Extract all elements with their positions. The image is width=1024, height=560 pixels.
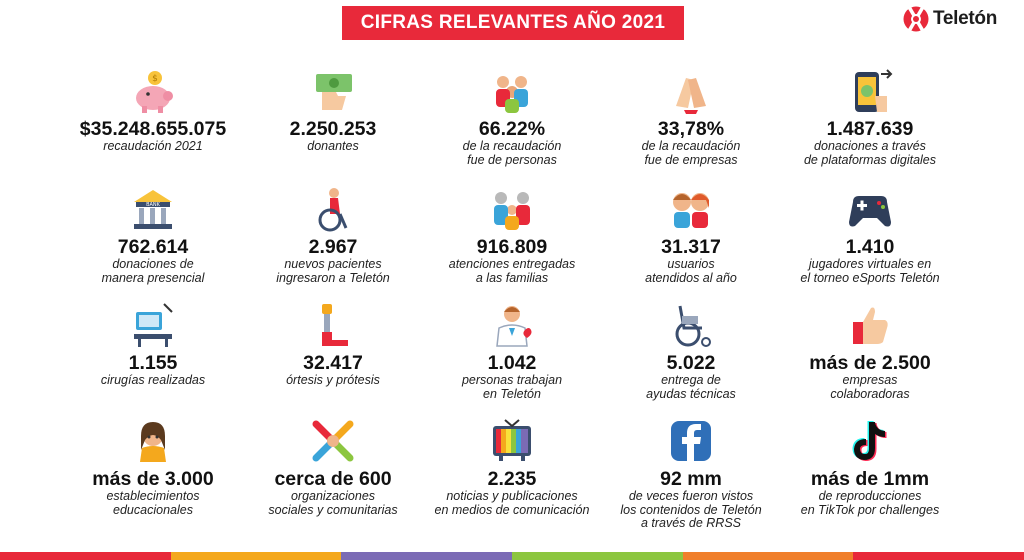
stat-value: 31.317 <box>661 236 721 258</box>
piggy-bank-icon <box>128 66 178 116</box>
color-bar-segment <box>171 552 342 560</box>
stat-description: recaudación 2021 <box>103 139 203 153</box>
children-icon <box>666 184 716 234</box>
stat-description: donantes <box>307 139 359 153</box>
stat-card <box>412 300 612 401</box>
stat-card <box>591 184 791 285</box>
color-bar-segment <box>341 552 512 560</box>
stat-description: empresas colaboradoras <box>830 373 910 401</box>
stat-value: 1.410 <box>845 236 895 258</box>
stat-value: 1.487.639 <box>826 118 914 140</box>
svg-text:BANK: BANK <box>146 202 160 208</box>
stat-description: donaciones a través de plataformas digitales <box>803 139 937 167</box>
wheelchair-icon <box>666 300 716 350</box>
stat-card <box>412 66 612 167</box>
people-group-icon <box>487 66 537 116</box>
stat-value: más de 3.000 <box>92 468 214 490</box>
stat-value: 916.809 <box>476 236 548 258</box>
high-five-icon <box>666 66 716 116</box>
stat-card <box>412 416 612 517</box>
surgery-icon <box>128 300 178 350</box>
facebook-icon <box>666 416 716 466</box>
money-hand-icon <box>308 66 358 116</box>
bottom-color-bar <box>0 552 1024 560</box>
color-bar-segment <box>683 552 854 560</box>
stat-value: 762.614 <box>117 236 189 258</box>
stat-description: establecimientos educacionales <box>106 489 200 517</box>
wheelchair-person-icon <box>308 184 358 234</box>
stat-value: 2.235 <box>487 468 537 490</box>
stat-card <box>412 184 612 285</box>
stat-value: $35.248.655.075 <box>79 118 227 140</box>
joined-hands-icon <box>308 416 358 466</box>
color-bar-segment <box>512 552 683 560</box>
stat-description: de la recaudación fue de personas <box>462 139 562 167</box>
stat-description: nuevos pacientes ingresaron a Teletón <box>276 257 390 285</box>
stat-card <box>233 300 433 388</box>
stat-value: 33,78% <box>657 118 725 140</box>
tiktok-icon <box>845 416 895 466</box>
doctor-icon <box>487 300 537 350</box>
stat-description: cirugías realizadas <box>100 373 206 387</box>
stat-value: 1.155 <box>128 352 178 374</box>
stat-description: donaciones de manera presencial <box>101 257 205 285</box>
stat-card <box>53 66 253 154</box>
gamepad-icon <box>845 184 895 234</box>
stat-description: noticias y publicaciones en medios de comunicación <box>434 489 590 517</box>
thumbs-up-icon <box>845 300 895 350</box>
svg-text:$: $ <box>152 74 158 84</box>
stat-description: organizaciones sociales y comunitarias <box>268 489 398 517</box>
stat-card <box>53 184 253 285</box>
stat-card <box>591 300 791 401</box>
stat-description: de reproducciones en TikTok por challenges <box>800 489 940 517</box>
stat-card <box>591 66 791 167</box>
stat-description: jugadores virtuales en el torneo eSports Teletón <box>800 257 940 285</box>
student-icon <box>128 416 178 466</box>
stat-card <box>233 416 433 517</box>
stat-value: 1.042 <box>487 352 537 374</box>
stat-value: 2.250.253 <box>289 118 377 140</box>
stat-card <box>233 66 433 154</box>
stat-card <box>770 66 970 167</box>
stat-value: 2.967 <box>308 236 358 258</box>
stat-description: de la recaudación fue de empresas <box>641 139 741 167</box>
stat-value: 92 mm <box>660 468 722 490</box>
stat-value: 66.22% <box>478 118 546 140</box>
stat-card <box>53 300 253 388</box>
prosthesis-icon <box>308 300 358 350</box>
stat-description: órtesis y prótesis <box>286 373 380 387</box>
television-icon <box>487 416 537 466</box>
stat-description: atenciones entregadas a las familias <box>448 257 576 285</box>
stat-card <box>770 184 970 285</box>
stat-value: más de 2.500 <box>809 352 931 374</box>
stat-card <box>770 416 970 517</box>
phone-payment-icon <box>845 66 895 116</box>
bank-icon <box>128 184 178 234</box>
stat-value: más de 1mm <box>810 468 930 490</box>
stat-description: personas trabajan en Teletón <box>461 373 563 401</box>
family-icon <box>487 184 537 234</box>
stat-description: de veces fueron vistos los contenidos de Teletón a través de RRSS <box>620 489 762 530</box>
stat-description: entrega de ayudas técnicas <box>646 373 736 401</box>
stat-value: cerca de 600 <box>274 468 392 490</box>
color-bar-segment <box>853 552 1024 560</box>
color-bar-segment <box>0 552 171 560</box>
stat-card <box>53 416 253 517</box>
stat-card <box>770 300 970 401</box>
page-title: CIFRAS RELEVANTES AÑO 2021 <box>342 6 684 40</box>
stat-card <box>591 416 791 531</box>
logo-text: Teletón <box>933 8 998 29</box>
stat-value: 5.022 <box>666 352 716 374</box>
stat-card <box>233 184 433 285</box>
stat-description: usuarios atendidos al año <box>645 257 737 285</box>
stat-value: 32.417 <box>303 352 363 374</box>
